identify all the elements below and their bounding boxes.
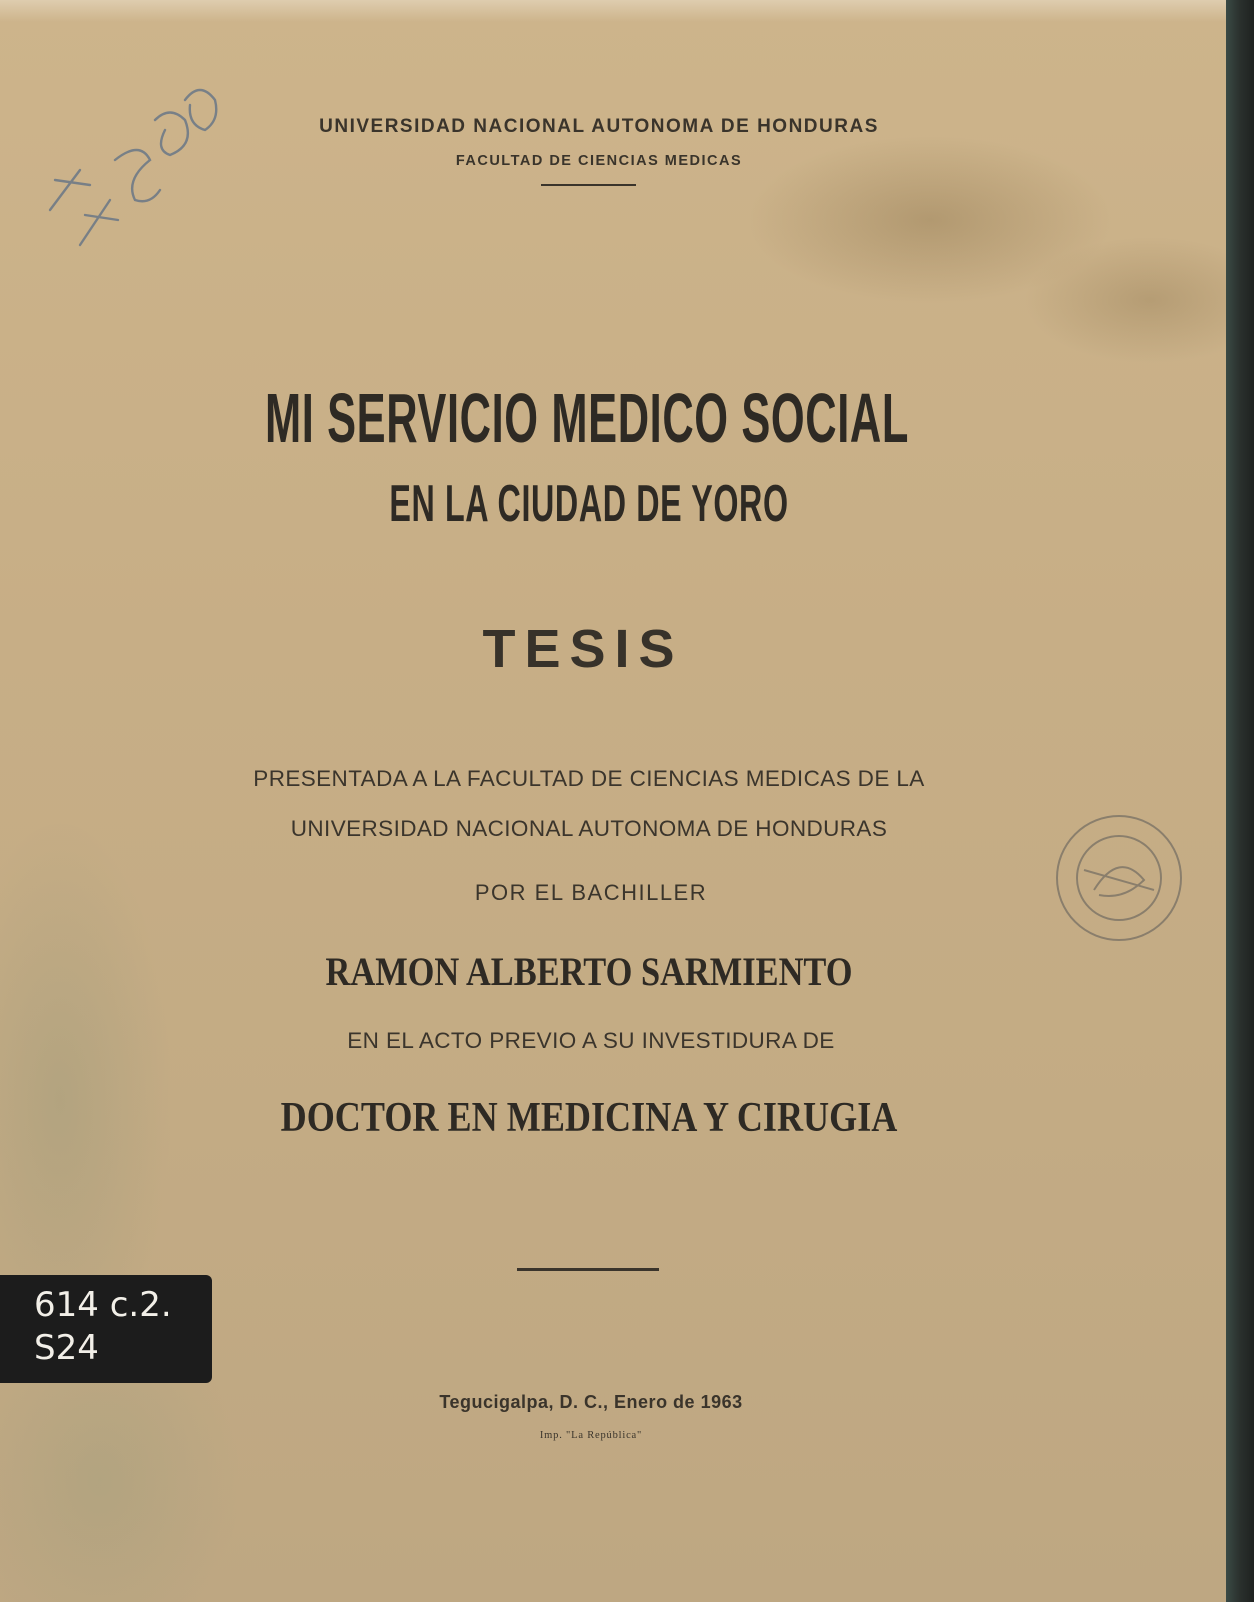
author-name: RAMON ALBERTO SARMIENTO: [325, 949, 853, 994]
presented-by: POR EL BACHILLER: [474, 880, 708, 905]
header-divider: [541, 184, 636, 186]
printer-credit: Imp. "La República": [539, 1430, 643, 1441]
call-number-line-1: 614 c.2.: [34, 1285, 172, 1325]
call-number-line-2: S24: [34, 1328, 99, 1368]
presentation-line-2: UNIVERSIDAD NACIONAL AUTONOMA DE HONDURAS: [290, 816, 888, 841]
thesis-subtitle: EN LA CIUDAD DE YORO: [389, 475, 789, 533]
presentation-line-1: PRESENTADA A LA FACULTAD DE CIENCIAS MEDICAS DE LA: [253, 766, 925, 791]
tesis-label: TESIS: [482, 619, 684, 679]
university-name: UNIVERSIDAD NACIONAL AUTONOMA DE HONDURAS: [319, 116, 879, 137]
book-spine-edge: [1226, 0, 1254, 1602]
investiture-line: EN EL ACTO PREVIO A SU INVESTIDURA DE: [347, 1028, 835, 1053]
place-and-date: Tegucigalpa, D. C., Enero de 1963: [439, 1392, 743, 1412]
faculty-name: FACULTAD DE CIENCIAS MEDICAS: [455, 153, 743, 169]
degree-title: DOCTOR EN MEDICINA Y CIRUGIA: [280, 1095, 898, 1141]
footer-divider: [517, 1268, 659, 1271]
handwritten-accession-number: [20, 60, 230, 300]
library-stamp-icon: [1024, 800, 1200, 960]
worn-top-edge: [0, 0, 1226, 22]
thesis-title: MI SERVICIO MEDICO SOCIAL: [264, 379, 910, 457]
